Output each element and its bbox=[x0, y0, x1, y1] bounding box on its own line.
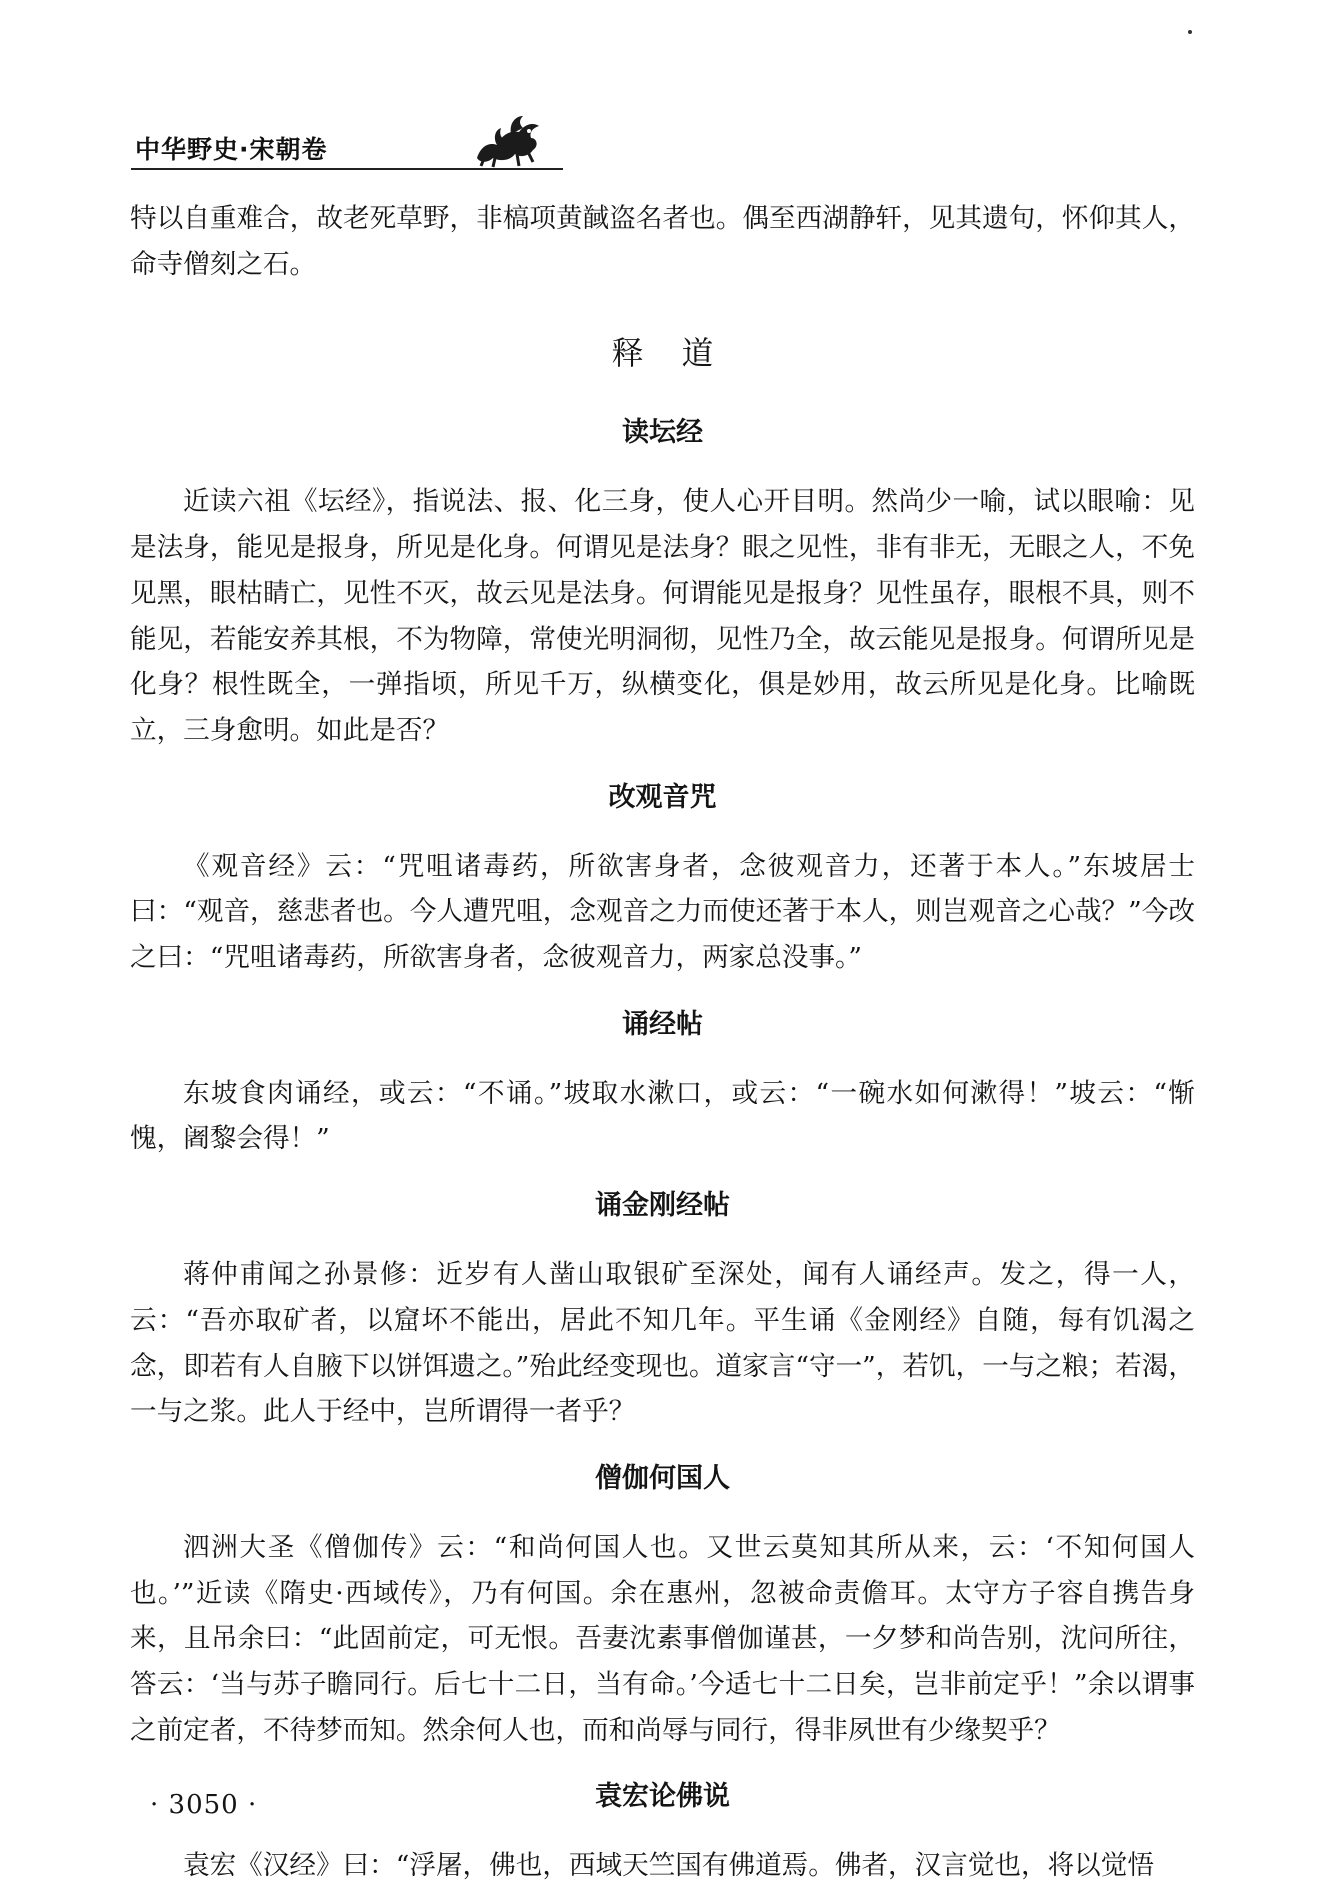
article-title: 袁宏论佛说 bbox=[595, 1781, 730, 1813]
page-number: · 3050 · bbox=[150, 1790, 258, 1820]
scan-speck bbox=[1188, 30, 1192, 34]
article-title: 诵经帖 bbox=[622, 1008, 703, 1040]
article-title: 读坛经 bbox=[622, 417, 703, 449]
article-text: 蒋仲甫闻之孙景修：近岁有人凿山取银矿至深处，闻有人诵经声。发之，得一人，云：“吾亦取矿者，以窟坏不能出，居此不知几年。平生诵《金刚经》自随，每有饥渴之念，即若有人自腋下以饼饵遗之。”殆此经变现也。道家言“守一”，若饥，一与之粮；若渴，一与之浆。此人于经中，岂所谓得一者乎？ bbox=[130, 1259, 1195, 1428]
page-body bbox=[130, 196, 1195, 1889]
article-text: 近读六祖《坛经》，指说法、报、化三身，使人心开目明。然尚少一喻，试以眼喻：见是法身，能见是报身，所见是化身。何谓见是法身？眼之见性，非有非无，无眼之人，不免见黑，眼枯睛亡，见性不灭，故云见是法身。何谓能见是报身？见性虽存，眼根不具，则不能见，若能安养其根，不为物障，常使光明洞彻，见性乃全，故云能见是报身。何谓所见是化身？根性既全，一弹指顷，所见千万，纵横变化，俱是妙用，故云所见是化身。比喻既立，三身愈明。如此是否？ bbox=[130, 486, 1195, 746]
running-title: 中华野史·宋朝卷 bbox=[135, 135, 328, 164]
article-title: 僧伽何国人 bbox=[595, 1462, 730, 1494]
header-rule bbox=[131, 168, 563, 170]
article-text: 《观音经》云：“咒咀诸毒药，所欲害身者，念彼观音力，还著于本人。”东坡居士曰：“观音，慈悲者也。今人遭咒咀，念观音之力而使还著于本人，则岂观音之心哉？”今改之曰：“咒咀诸毒药，所欲害身者，念彼观音力，两家总没事。” bbox=[130, 850, 1195, 974]
section-title: 释道 bbox=[611, 334, 752, 373]
continuation-paragraph: 特以自重难合，故老死草野，非槁项黄馘盗名者也。偶至西湖静轩，见其遗句，怀仰其人，命寺僧刻之石。 bbox=[130, 203, 1195, 280]
running-header bbox=[131, 112, 551, 174]
article-text: 袁宏《汉经》曰：“浮屠，佛也，西域天竺国有佛道焉。佛者，汉言觉也，将以觉悟 bbox=[183, 1850, 1154, 1882]
article-text: 泗洲大圣《僧伽传》云：“和尚何国人也。又世云莫知其所从来，云：‘不知何国人也。’”近读《隋史·西域传》，乃有何国。余在惠州，忽被命责儋耳。太守方子容自携告身来，且吊余曰：“此固前定，可无恨。吾妻沈素事僧伽谨甚，一夕梦和尚告别，沈问所往，答云：‘当与苏子瞻同行。后七十二日，当有命。’今适七十二日矣，岂非前定乎！”余以谓事之前定者，不待梦而知。然余何人也，而和尚辱与同行，得非夙世有少缘契乎？ bbox=[130, 1531, 1195, 1746]
article-title: 诵金刚经帖 bbox=[595, 1190, 730, 1222]
dragon-emblem-icon bbox=[471, 112, 543, 168]
article-title: 改观音咒 bbox=[608, 781, 717, 813]
article-text: 东坡食肉诵经，或云：“不诵。”坡取水漱口，或云：“一碗水如何漱得！”坡云：“惭愧，阇黎会得！” bbox=[130, 1077, 1195, 1155]
